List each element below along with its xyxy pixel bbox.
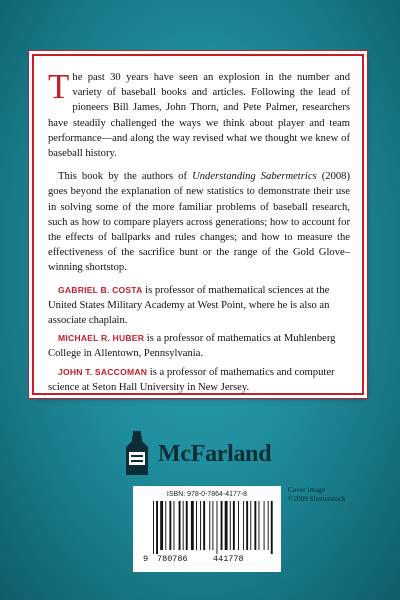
- barcode-bar: [200, 501, 201, 550]
- barcode-bar: [160, 501, 163, 550]
- barcode-digit-prefix: 9: [143, 554, 149, 563]
- credit-line-1: Cover image: [288, 486, 325, 494]
- barcode-bar: [243, 501, 244, 550]
- barcode-digits-left: 780786: [157, 554, 188, 563]
- barcode-bar: [233, 501, 235, 550]
- barcode-bar: [238, 501, 239, 550]
- barcode-bar: [230, 501, 231, 550]
- barcode-bar: [268, 501, 269, 550]
- isbn-label: ISBN: 978-0-7864-4177-8: [166, 491, 248, 498]
- credit-line-2: ©2009 Shutterstock: [288, 494, 346, 503]
- barcode-block: [133, 486, 281, 572]
- book-title-reference: Understanding Sabermetrics: [192, 171, 317, 183]
- barcode-bar: [191, 501, 194, 550]
- description-panel: [32, 54, 364, 395]
- drop-cap: T: [48, 67, 70, 106]
- barcode-bar: [165, 501, 166, 550]
- barcode-bars: [153, 501, 273, 554]
- barcode-bar: [174, 501, 175, 550]
- barcode-bar: [212, 501, 213, 550]
- author-name: GABRIEL B. COSTA: [58, 284, 143, 295]
- barcode-bar: [179, 501, 181, 550]
- barcode-bar: [169, 501, 171, 550]
- author-name: MICHAEL R. HUBER: [58, 333, 145, 344]
- author-name: JOHN T. SACCOMAN: [58, 366, 148, 377]
- barcode-bar: [264, 501, 265, 550]
- author-bio-costa: [48, 283, 350, 329]
- blurb-paragraph-2-prefix: This book by the authors of: [58, 171, 193, 183]
- author-bio-text: is a professor of mathematics and computer science at Seton Hall University in New Jersey.: [48, 366, 335, 393]
- barcode-bar: [153, 501, 154, 554]
- barcode-bar: [183, 501, 184, 550]
- barcode-bar: [209, 501, 210, 550]
- barcode-bar: [259, 501, 260, 550]
- barcode-bar: [254, 501, 256, 550]
- barcode-bar: [250, 501, 251, 550]
- barcode-bar: [196, 501, 197, 550]
- blurb-paragraph-2-suffix: (2008) goes beyond the explanation of new statistics to demonstrate their use in solving some of the more familiar problems of baseball research, such as how to compare players across generations; how to account for the effects of ballparks and rules changes; and how to measure the effectiveness of the sacrifice bunt or the range of the Gold Glove–winning shortstop.: [48, 171, 350, 274]
- barcode-bar: [156, 501, 158, 554]
- barcode-bar: [203, 501, 205, 550]
- publisher-name: McFarland: [158, 440, 272, 467]
- barcode-bar: [225, 501, 228, 550]
- barcode-bar: [246, 501, 248, 550]
- blurb-paragraph-2: [48, 169, 350, 275]
- author-bio-text: is professor of mathematical sciences at the United States Military Academy at West Point, where he is also an associate chaplain.: [48, 284, 330, 327]
- blurb-paragraph-1-text: he past 30 years have seen an explosion in the number and variety of baseball books and articles. Following the lead of pioneers Bill James, John Thorn, and Pete Palmer, researchers have steadily challenged the ways we think about player and team performance—and along the way revised what we thought we knew of baseball history.: [48, 72, 350, 160]
- barcode-bar: [271, 501, 273, 554]
- barcode-bar: [217, 501, 218, 554]
- publisher-logo: [122, 428, 282, 480]
- author-bio-huber: [48, 331, 350, 361]
- author-bio-text: is a professor of mathematics at Muhlenberg College in Allentown, Pennsylvania.: [48, 333, 336, 360]
- mcfarland-bottle-logo-icon: [122, 430, 152, 478]
- barcode-bar: [221, 501, 223, 550]
- cover-image-credit: [288, 486, 378, 503]
- blurb-paragraph-1: [48, 67, 350, 161]
- author-bio-saccoman: [48, 365, 350, 395]
- barcode-bar: [186, 501, 188, 550]
- barcode-graphic: [141, 501, 273, 563]
- barcode-digits-right: 441778: [213, 554, 244, 563]
